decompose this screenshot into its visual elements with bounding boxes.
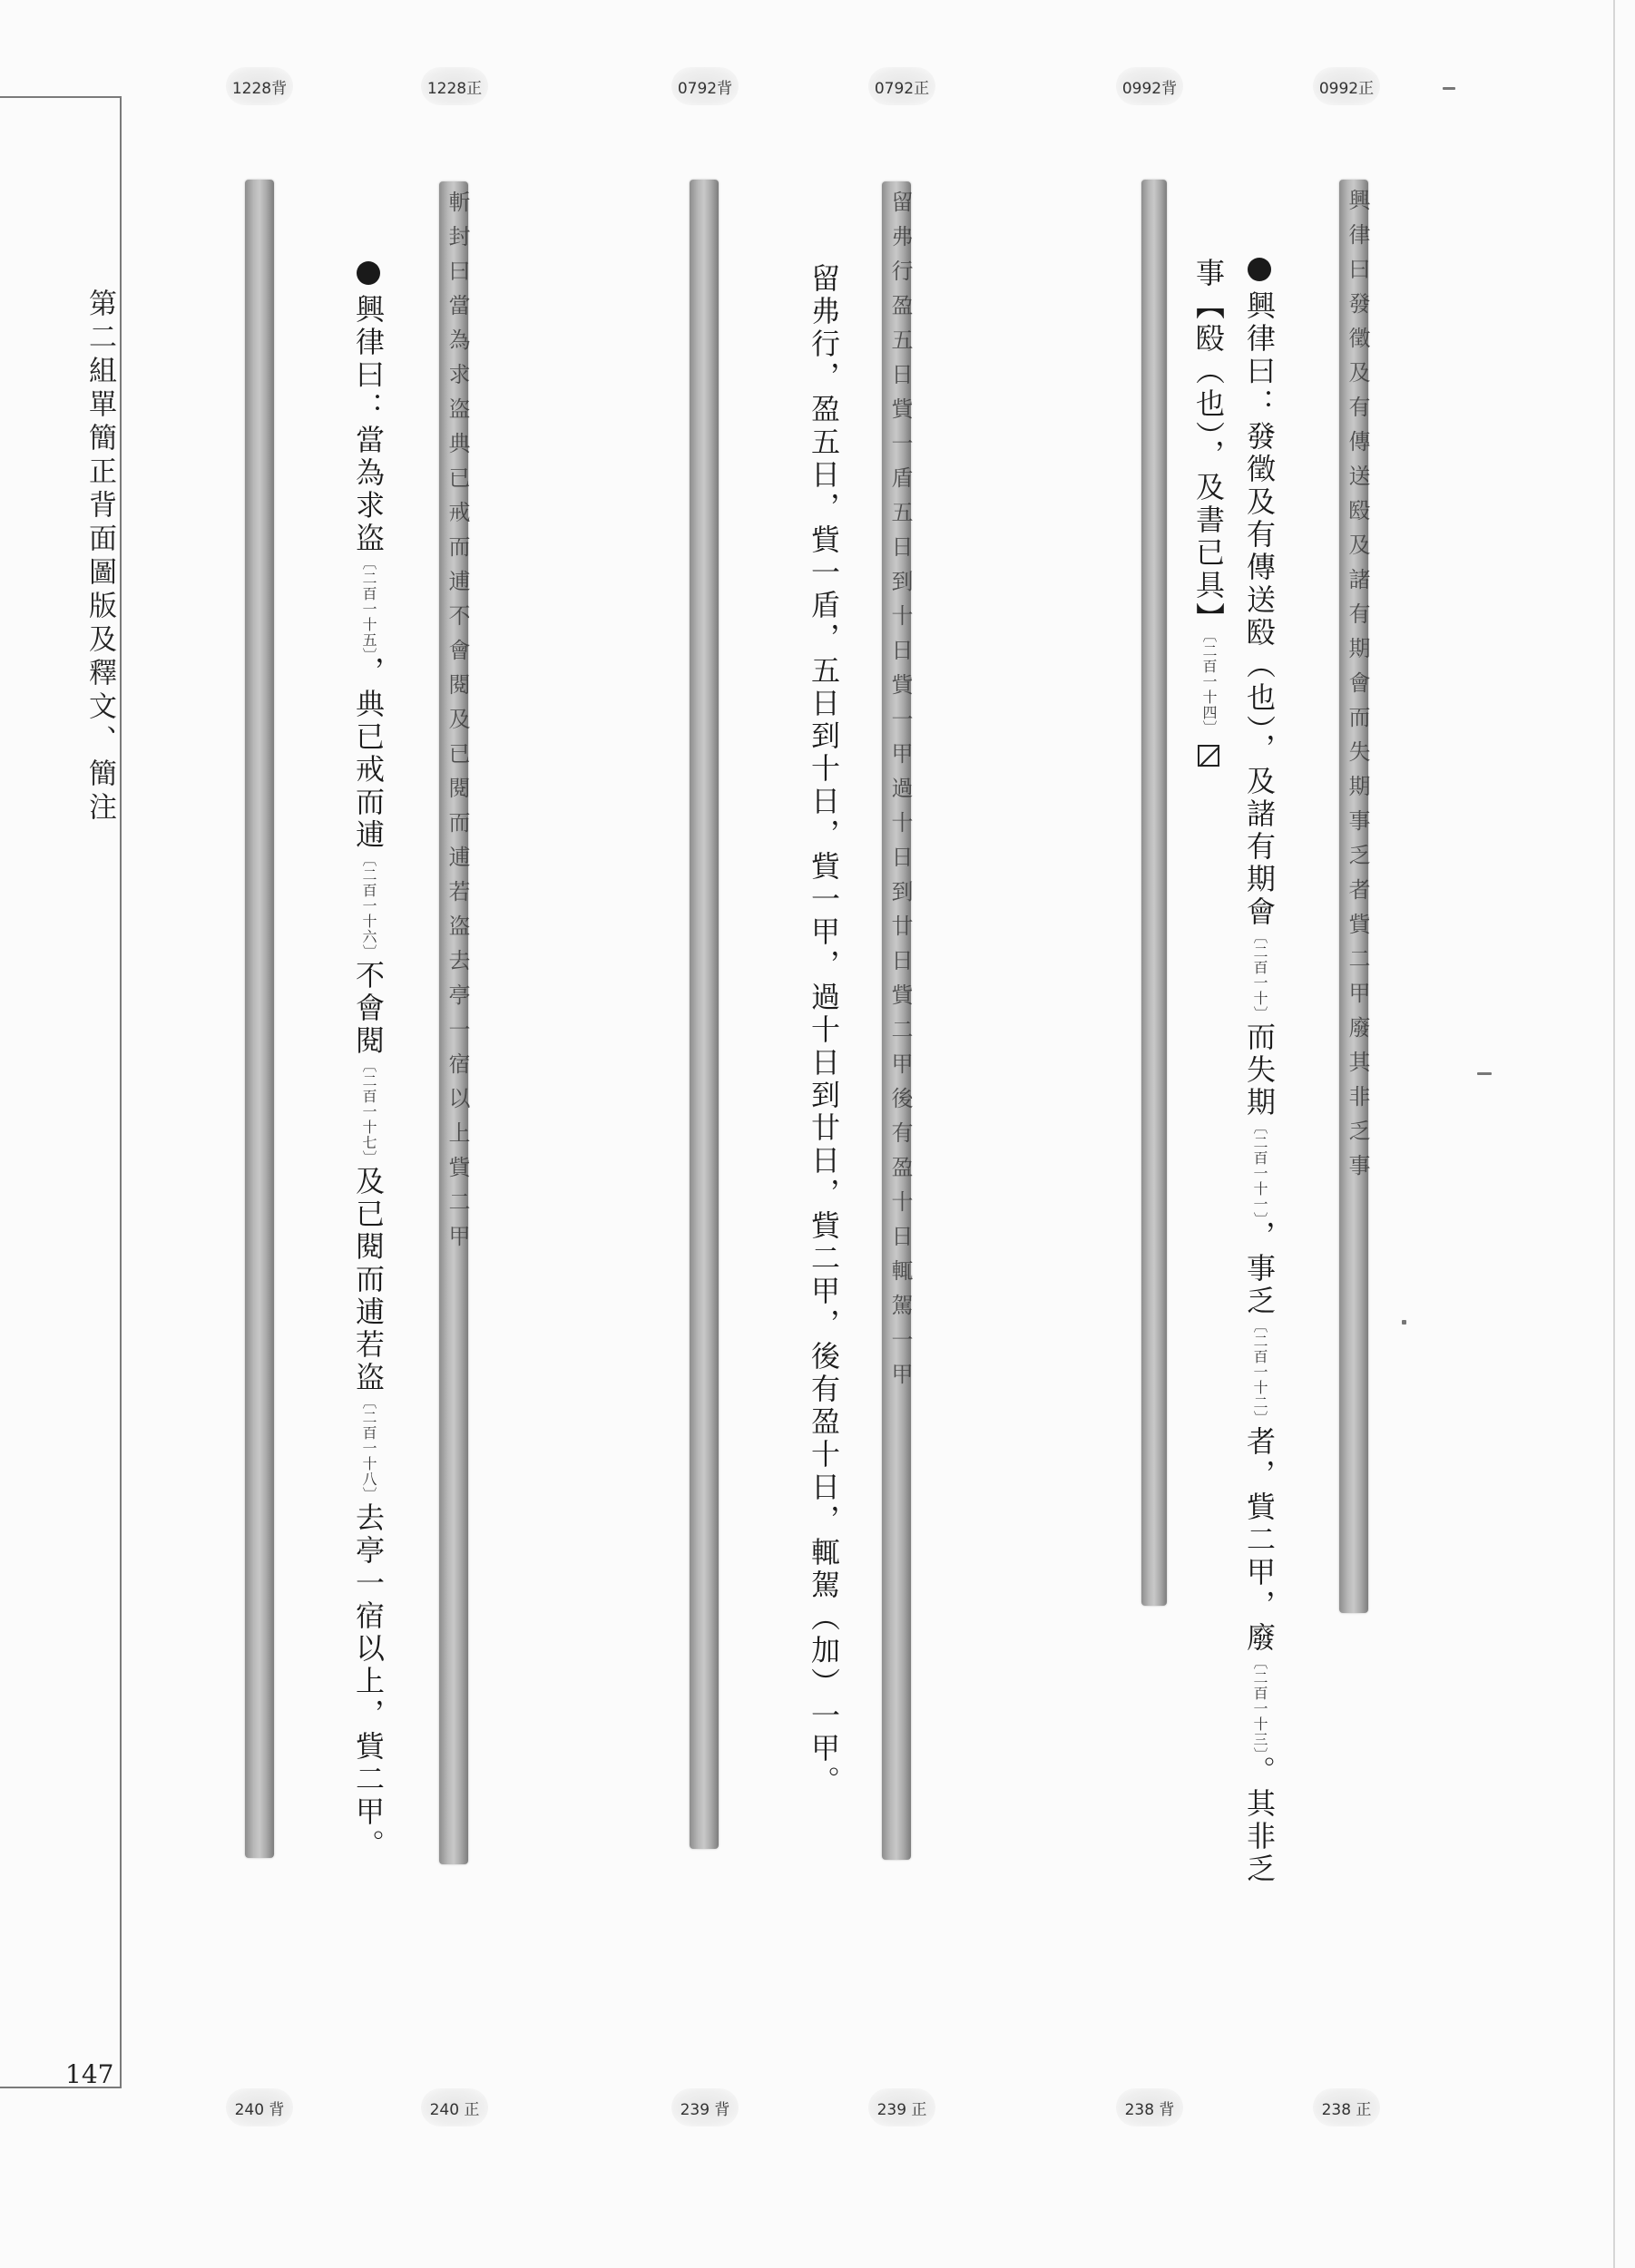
bullet-dot	[1248, 258, 1271, 281]
label-240-front: 240 正	[421, 2088, 488, 2126]
label-239-front: 239 正	[868, 2088, 935, 2126]
scan-speck	[1443, 87, 1455, 90]
label-1228-back: 1228背	[226, 67, 293, 105]
slip-number: 〔二百一十五〕	[360, 555, 377, 656]
slip-number: 〔二百一十六〕	[360, 852, 377, 960]
strip-1228-back	[245, 180, 274, 1858]
scan-speck	[1477, 1072, 1492, 1075]
transcription-238-col2: 事【殹（也），及書已具】〔二百一十四〕	[1183, 258, 1234, 767]
strip-1228-front-glyphs: 斬封曰當為求盗典已戒而逋不會閱及已閱而逋若盗去亭一宿以上貲二甲	[445, 191, 470, 1259]
strip-0992-front	[1339, 180, 1368, 1613]
transcription-240: 興律曰：當為求盗〔二百一十五〕，典已戒而逋〔二百一十六〕不會閱〔二百一十七〕及已閱而逋若盗〔二百一十八〕去亭一宿以上，貲二甲。	[343, 261, 394, 1862]
strip-0792-back	[690, 180, 719, 1849]
slip-number: 〔二百一十七〕	[360, 1058, 377, 1166]
strip-0992-back	[1141, 180, 1167, 1606]
transcription-239: 留弗行，盈五日，貲一盾，五日到十日，貲一甲，過十日到廿日，貲二甲，後有盈十日，輒駕（加）一甲。	[807, 263, 841, 1798]
strip-1228-front	[439, 181, 468, 1864]
slip-number: 〔二百一十二〕	[1251, 1318, 1268, 1426]
label-238-front: 238 正	[1313, 2088, 1380, 2126]
slip-number: 〔二百一十一〕	[1251, 1119, 1268, 1220]
broken-slip-icon	[1198, 745, 1219, 767]
label-0792-front: 0792正	[868, 67, 935, 105]
transcription-238-col1: 興律曰：發徵及有傳送殹（也），及諸有期會〔二百一十〕而失期〔二百一十一〕，事乏〔二百一十二〕者，貲二甲，廢〔二百一十三〕。其非乏	[1234, 258, 1285, 1886]
strip-0992-front-glyphs: 興律曰發徵及有傳送殹及諸有期會而失期事乏者貲二甲廢其非乏事	[1345, 189, 1370, 1188]
strip-0792-front-glyphs: 留弗行盈五日貲一盾五日到十日貲一甲過十日到廿日貲二甲後有盈十日輒駕一甲	[887, 191, 913, 1397]
slip-number: 〔二百一十八〕	[360, 1394, 377, 1502]
label-1228-front: 1228正	[421, 67, 488, 105]
label-239-back: 239 背	[671, 2088, 739, 2126]
scan-speck	[1402, 1320, 1406, 1325]
slip-number: 〔二百一十三〕	[1251, 1655, 1268, 1755]
label-240-back: 240 背	[226, 2088, 293, 2126]
slip-number: 〔二百一十〕	[1251, 929, 1268, 1022]
page-number: 147	[65, 2059, 114, 2089]
label-238-back: 238 背	[1116, 2088, 1183, 2126]
page-edge	[1613, 0, 1615, 2268]
label-0792-back: 0792背	[671, 67, 739, 105]
bullet-dot	[357, 261, 380, 285]
label-0992-front: 0992正	[1313, 67, 1380, 105]
sidebar-title: 第二組單簡正背面圖版及釋文、簡注	[83, 288, 116, 826]
label-0992-back: 0992背	[1116, 67, 1183, 105]
strip-0792-front	[882, 181, 911, 1860]
slip-number: 〔二百一十四〕	[1200, 635, 1218, 736]
